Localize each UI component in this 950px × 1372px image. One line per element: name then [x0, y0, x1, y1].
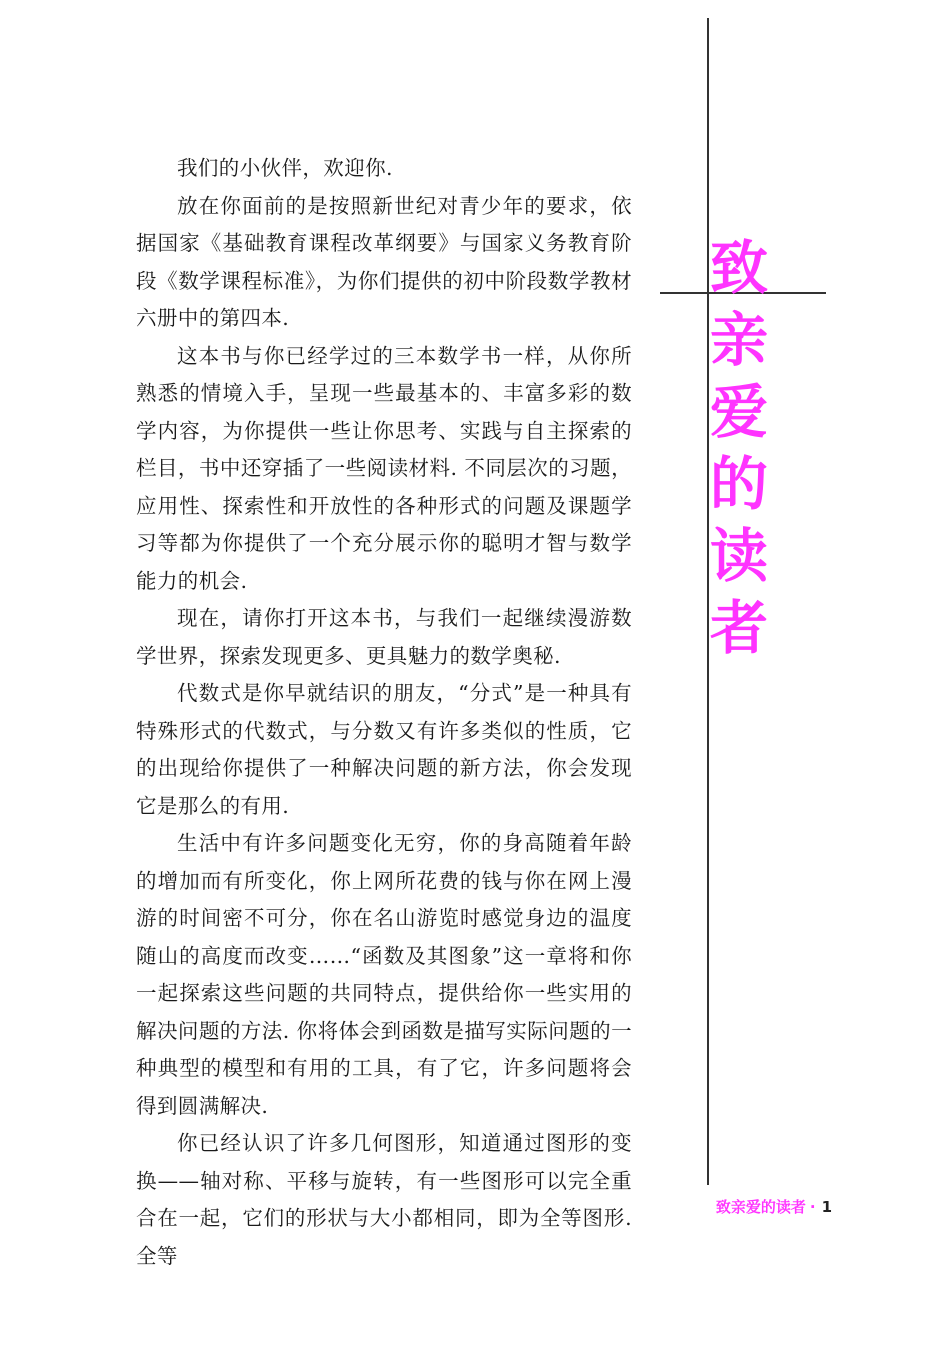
footer-label: 致亲爱的读者: [715, 1198, 806, 1216]
vertical-title: [704, 232, 774, 664]
paragraph: 放在你面前的是按照新世纪对青少年的要求，依据国家《基础教育课程改革纲要》与国家义务教育阶段《数学课程标准》，为你们提供的初中阶段数学教材六册中的第四本.: [136, 193, 632, 330]
title-char: 爱: [709, 378, 768, 446]
title-char: 读: [709, 522, 768, 590]
paragraph: 你已经认识了许多几何图形，知道通过图形的变换——轴对称、平移与旋转，有一些图形可以完全重合在一起，它们的形状与大小都相同，即为全等图形. 全等: [136, 1131, 632, 1268]
title-char: 的: [709, 450, 768, 518]
running-footer: [716, 1196, 832, 1218]
title-char: 致: [709, 234, 768, 302]
paragraph: 代数式是你早就结识的朋友，“分式”是一种具有特殊形式的代数式，与分数又有许多类似的性质，它的出现给你提供了一种解决问题的新方法，你会发现它是那么的有用.: [136, 681, 632, 818]
title-char: 亲: [709, 306, 768, 374]
footer-separator: ·: [809, 1198, 816, 1216]
paragraph: 生活中有许多问题变化无穷，你的身高随着年龄的增加而有所变化，你上网所花费的钱与你在网上漫游的时间密不可分，你在名山游览时感觉身边的温度随山的高度而改变……“函数及其图象”这一章将和你一起探索这些问题的共同特点，提供给你一些实用的解决问题的方法. 你将体会到函数是描写实际问题的一种典型的模型和有用的工具，有了它，许多问题将会得到圆满解决.: [136, 831, 632, 1118]
paragraph: 现在，请你打开这本书，与我们一起继续漫游数学世界，探索发现更多、更具魅力的数学奥秘.: [136, 606, 632, 668]
title-char: 者: [709, 594, 768, 662]
paragraph: 我们的小伙伴，欢迎你.: [177, 156, 393, 180]
paragraph: 这本书与你已经学过的三本数学书一样，从你所熟悉的情境入手，呈现一些最基本的、丰富多彩的数学内容，为你提供一些让你思考、实践与自主探索的栏目，书中还穿插了一些阅读材料. 不同层次的习题，应用性、探索性和开放性的各种形式的问题及课题学习等都为你提供了一个充分展示你的聪明才智与数学能力的机会.: [136, 343, 632, 593]
page-number: 1: [821, 1198, 832, 1216]
body-text: [136, 150, 632, 1275]
